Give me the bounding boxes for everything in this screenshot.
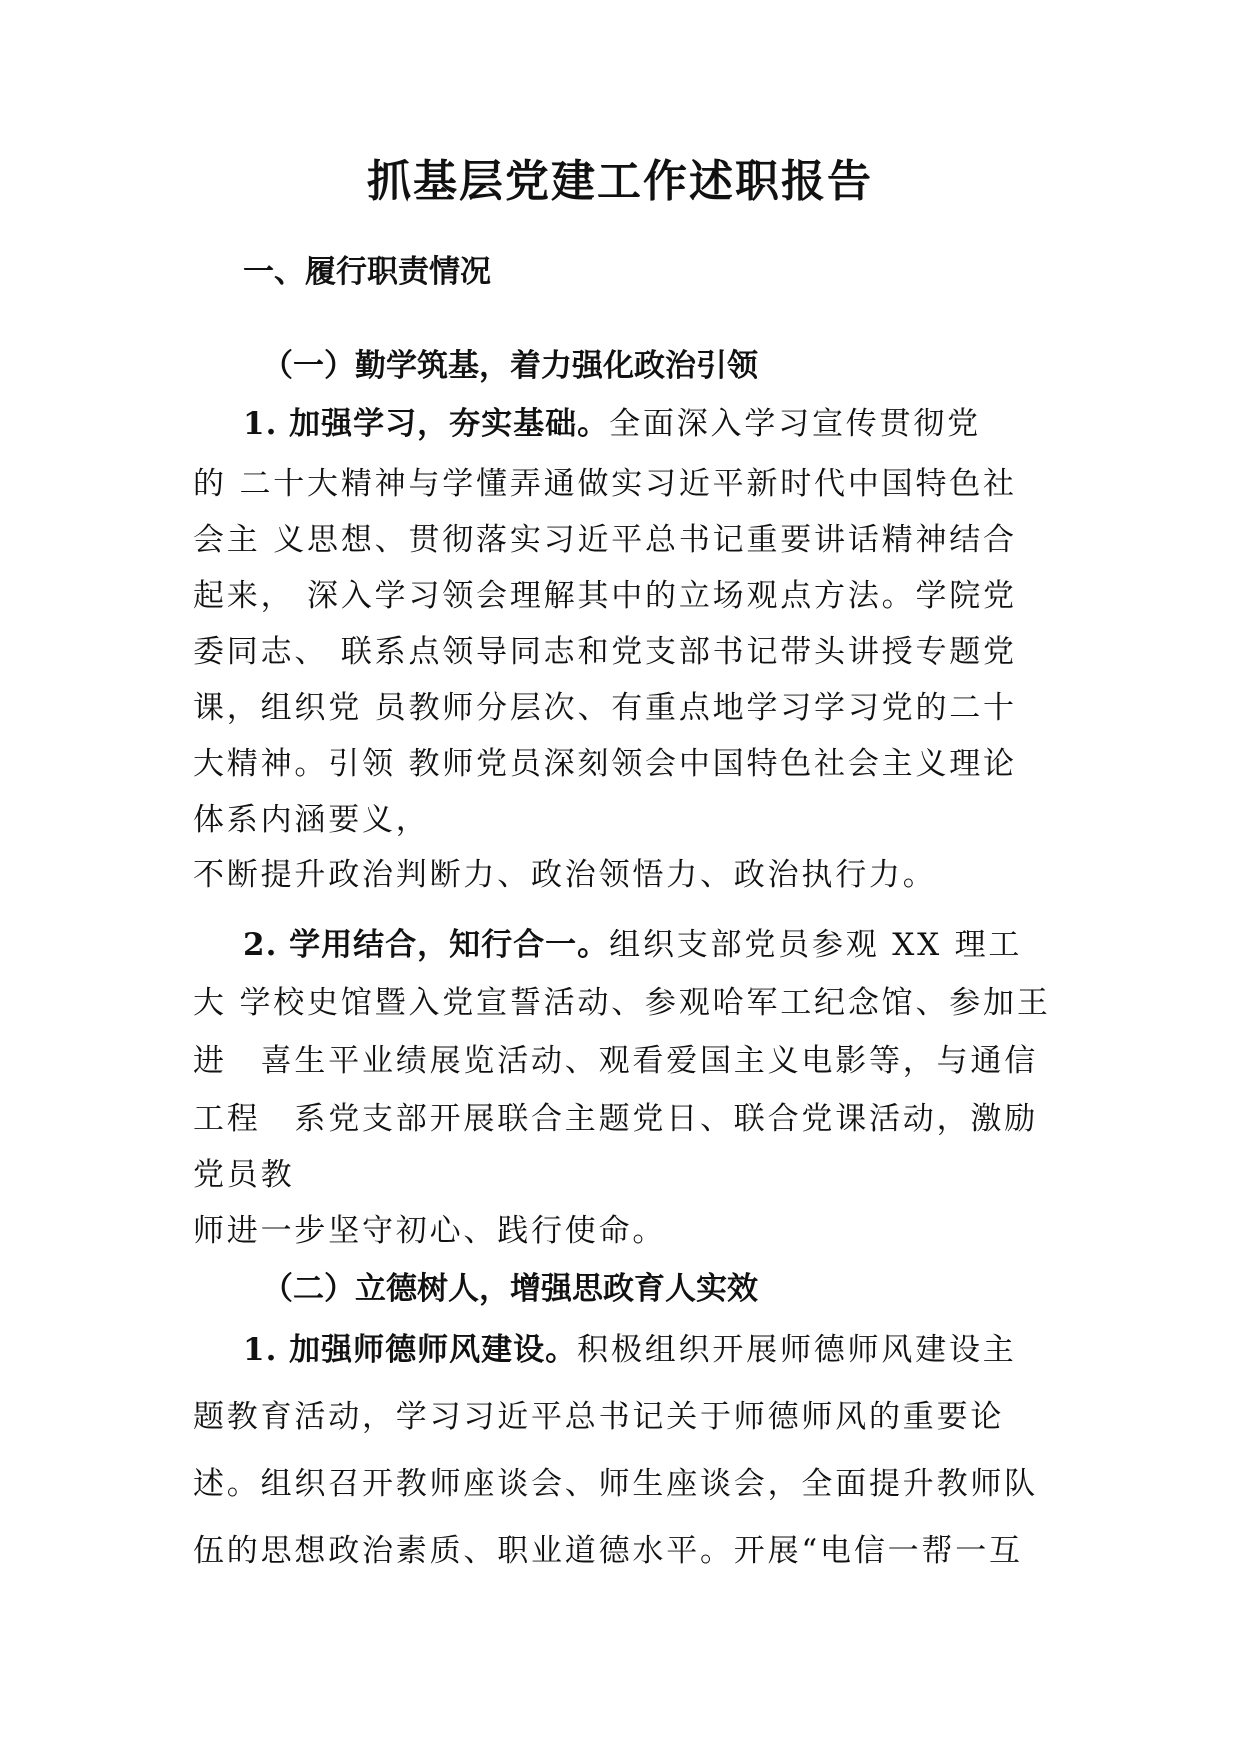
- paragraph-line: 课，组织党 员教师分层次、有重点地学习学习党的二十: [193, 690, 1017, 726]
- paragraph-line: 题教育活动，学习习近平总书记关于师德师风的重要论: [193, 1399, 1005, 1435]
- paragraph-line: 党员教: [193, 1157, 295, 1193]
- paragraph-line: 不断提升政治判断力、政治领悟力、政治执行力。: [193, 857, 937, 893]
- paragraph-lead: 1. 加强师德师风建设。: [243, 1332, 578, 1368]
- paragraph-line: 进 喜生平业绩展览活动、观看爱国主义电影等，与通信: [193, 1043, 1038, 1079]
- paragraph-first-line: [243, 1330, 1017, 1370]
- paragraph-line: 述。组织召开教师座谈会、师生座谈会，全面提升教师队: [193, 1466, 1038, 1502]
- document-title: 抓基层党建工作述职报告: [367, 156, 873, 207]
- paragraph-lead: 2. 学用结合，知行合一。: [243, 927, 610, 963]
- paragraph-line: 伍的思想政治素质、职业道德水平。开展“电信一帮一互: [193, 1533, 1023, 1569]
- paragraph-text: 全面深入学习宣传贯彻党: [609, 406, 981, 442]
- paragraph-text: 积极组织开展师德师风建设主: [577, 1332, 1017, 1368]
- subsection-heading-1: （一）勤学筑基，着力强化政治引领: [262, 348, 758, 384]
- paragraph-first-line: [243, 925, 1022, 965]
- paragraph-first-line: [243, 404, 981, 444]
- paragraph-line: 会主 义思想、贯彻落实习近平总书记重要讲话精神结合: [193, 522, 1017, 558]
- paragraph-lead: 1. 加强学习，夯实基础。: [243, 406, 610, 442]
- subsection-heading-2: （二）立德树人，增强思政育人实效: [262, 1271, 758, 1307]
- paragraph-line: 的 二十大精神与学懂弄通做实习近平新时代中国特色社: [193, 466, 1017, 502]
- paragraph-line: 大 学校史馆暨入党宣誓活动、参观哈军工纪念馆、参加王: [193, 985, 1051, 1021]
- section-heading-1: 一、履行职责情况: [243, 254, 491, 290]
- paragraph-text: 组织支部党员参观 XX 理工: [609, 927, 1023, 963]
- paragraph-line: 师进一步坚守初心、践行使命。: [193, 1213, 667, 1249]
- paragraph-line: 起来， 深入学习领会理解其中的立场观点方法。学院党: [193, 578, 1017, 614]
- paragraph-line: 大精神。引领 教师党员深刻领会中国特色社会主义理论: [193, 746, 1017, 782]
- paragraph-line: 体系内涵要义，: [193, 802, 430, 838]
- paragraph-line: 委同志、 联系点领导同志和党支部书记带头讲授专题党: [193, 634, 1017, 670]
- paragraph-line: 工程 系党支部开展联合主题党日、联合党课活动，激励: [193, 1101, 1038, 1137]
